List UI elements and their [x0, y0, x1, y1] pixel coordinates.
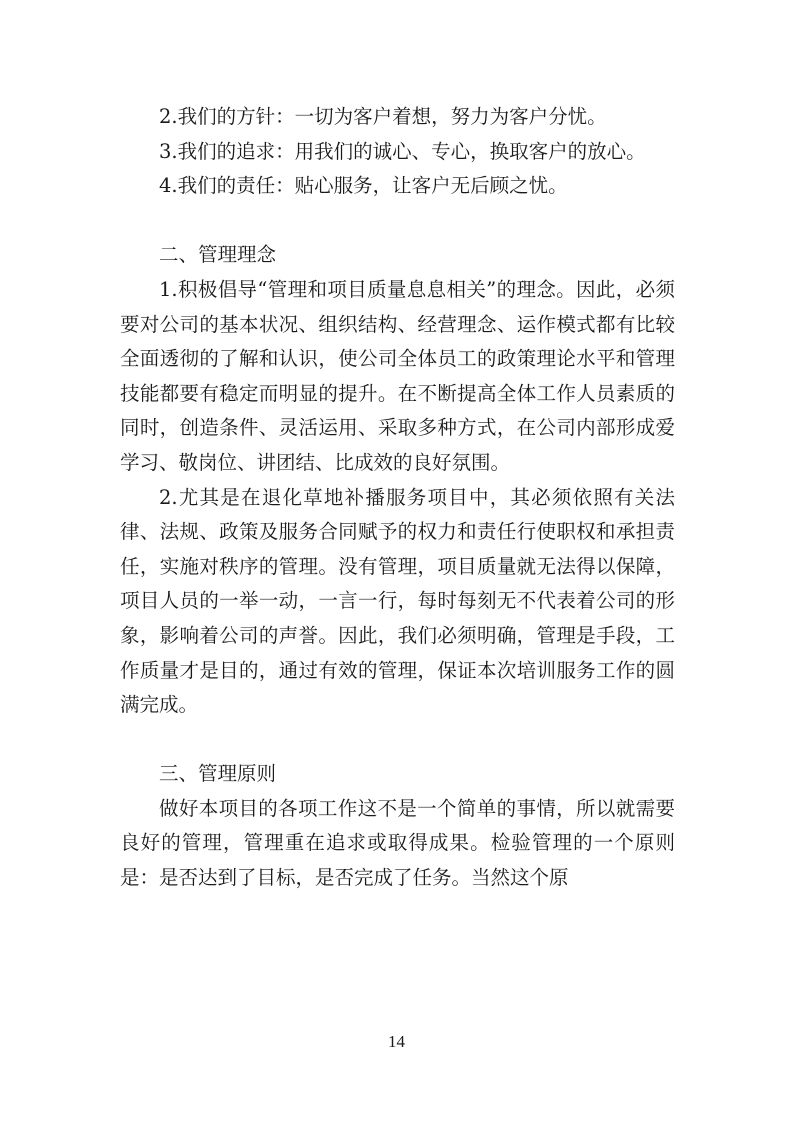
- paragraph: 2.尤其是在退化草地补播服务项目中，其必须依照有关法律、法规、政策及服务合同赋予的权力和责任行使职权和承担责任，实施对秩序的管理。没有管理，项目质量就无法得以保障，项目人员的一举一动，一言一行，每时每刻无不代表着公司的形象，影响着公司的声誉。因此，我们必须明确，管理是手段，工作质量才是目的，通过有效的管理，保证本次培训服务工作的圆满完成。: [120, 485, 675, 717]
- page-number: 14: [388, 1032, 405, 1051]
- list-item: 2.我们的方针：一切为客户着想，努力为客户分忧。: [159, 105, 607, 128]
- section-heading: 二、管理理念: [159, 243, 277, 267]
- paragraph: 做好本项目的各项工作这不是一个简单的事情，所以就需要良好的管理，管理重在追求或取得成果。检验管理的一个原则是：是否达到了目标，是否完成了任务。当然这个原: [120, 796, 675, 890]
- paragraph: 1.积极倡导“管理和项目质量息息相关”的理念。因此，必须要对公司的基本状况、组织结构、经营理念、运作模式都有比较全面透彻的了解和认识，使公司全体员工的政策理论水平和管理技能都要有稳定而明显的提升。在不断提高全体工作人员素质的同时，创造条件、灵活运用、采取多种方式，在公司内部形成爱学习、敬岗位、讲团结、比成效的良好氛围。: [120, 277, 675, 474]
- section-heading: 三、管理原则: [159, 762, 277, 786]
- list-item: 3.我们的追求：用我们的诚心、专心，换取客户的放心。: [159, 139, 646, 163]
- list-item: 4.我们的责任：贴心服务，让客户无后顾之忧。: [159, 174, 568, 198]
- document-body: [120, 100, 675, 896]
